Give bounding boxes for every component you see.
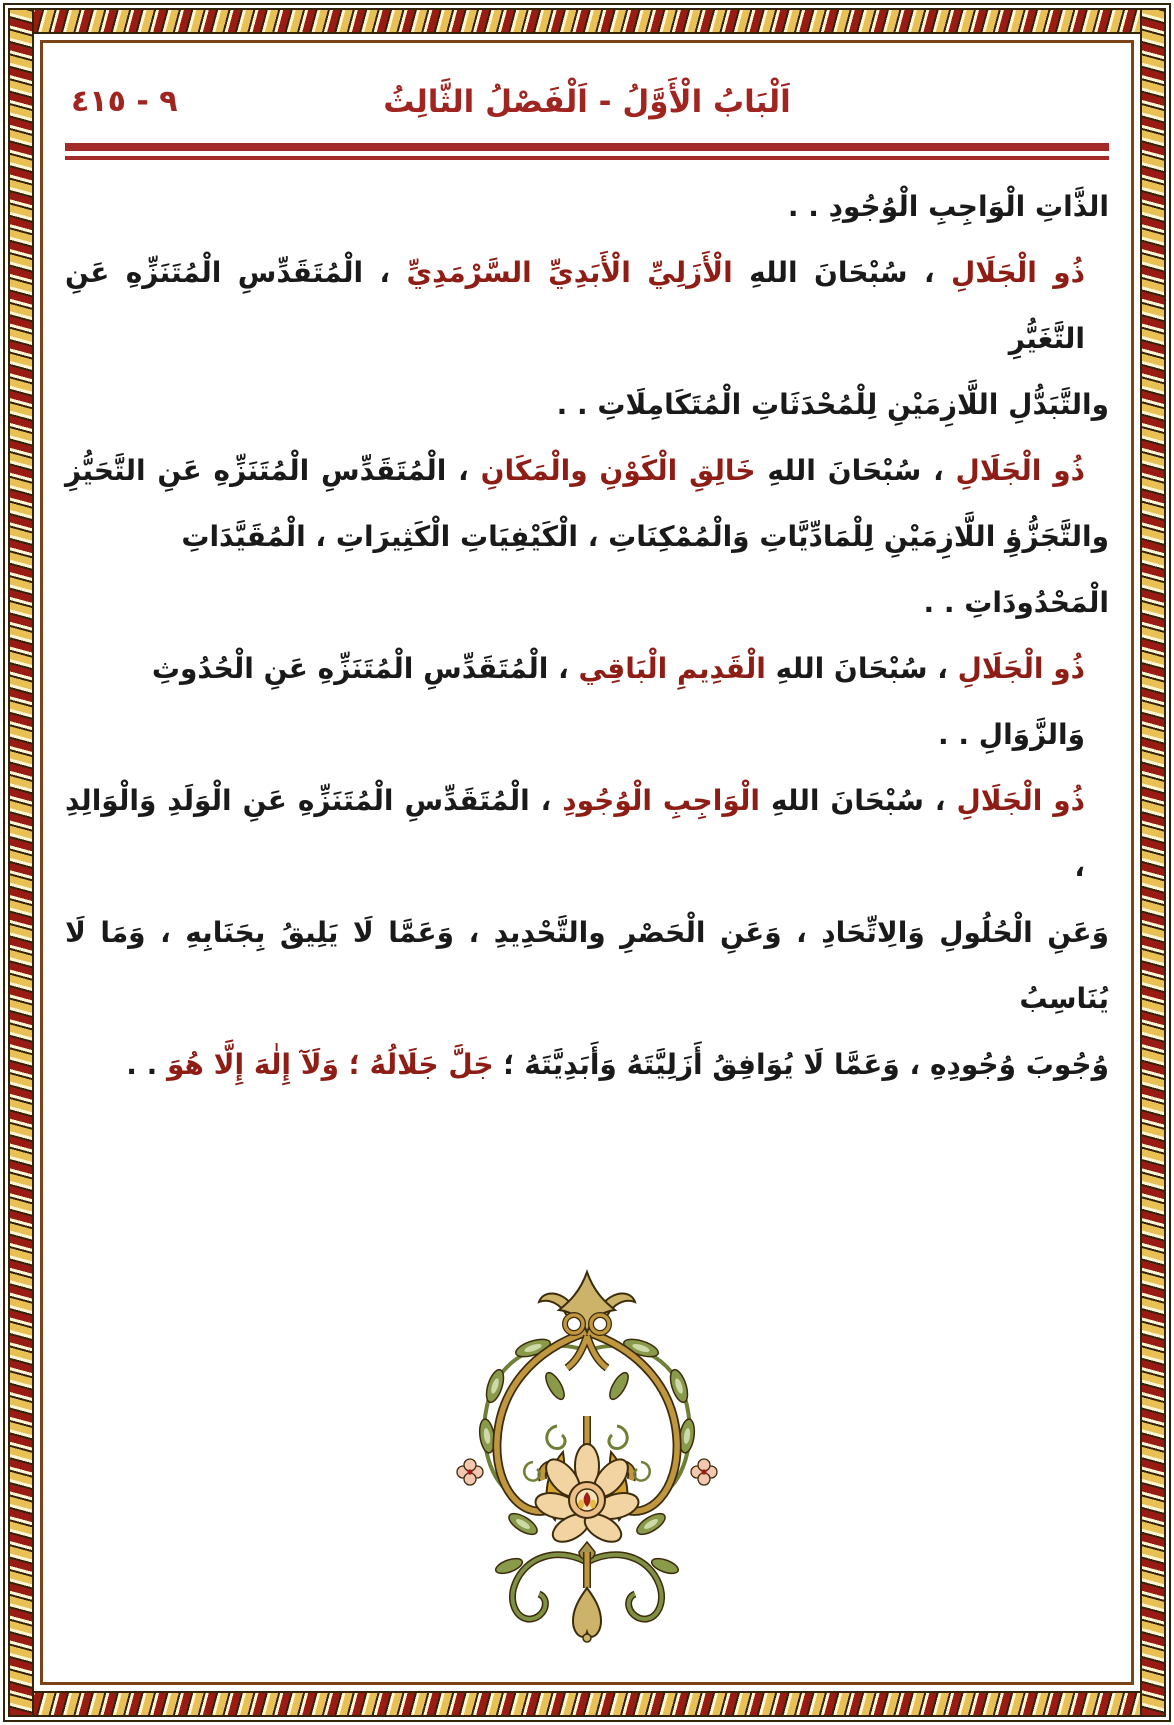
text-line: [65, 900, 1109, 1032]
highlighted-phrase: الْقَدِيمِ الْبَاقِي: [578, 652, 766, 685]
text-segment: ، سُبْحَانَ اللهِ: [755, 454, 956, 487]
body-paragraph: [65, 768, 1109, 1098]
text-segment: ، الْمُتَقَدِّسِ الْمُتَنَزِّهِ عَنِ الْحُدُوثِ وَالزَّوَالِ . .: [151, 652, 1085, 751]
highlighted-phrase: الْأَزَلِيِّ الْأَبَدِيِّ السَّرْمَدِيِّ: [406, 256, 733, 289]
body-paragraph: [65, 240, 1109, 438]
text-line: [65, 504, 1109, 636]
text-line: [65, 636, 1109, 768]
decorative-border-left: [8, 8, 34, 1717]
text-segment: الذَّاتِ الْوَاجِبِ الْوُجُودِ . .: [787, 190, 1109, 223]
highlighted-phrase: ذُو الْجَلَالِ: [950, 256, 1085, 289]
highlighted-phrase: ذُو الْجَلَالِ: [956, 784, 1086, 817]
text-line: [65, 768, 1109, 900]
text-line: [65, 240, 1109, 372]
page-number: ٩ - ٤١٥: [71, 84, 178, 119]
text-line: [65, 372, 1109, 438]
text-segment: ، سُبْحَانَ اللهِ: [765, 652, 958, 685]
text-segment: . .: [126, 1048, 167, 1081]
highlighted-phrase: خَالِقِ الْكَوْنِ والْمَكَانِ: [480, 454, 756, 487]
page-content: [43, 43, 1131, 1682]
text-line: [65, 438, 1109, 504]
decorative-border-bottom: [8, 1691, 1166, 1717]
text-line: [65, 1032, 1109, 1098]
highlighted-phrase: ذُو الْجَلَالِ: [957, 652, 1085, 685]
text-segment: والتَّبَدُّلِ اللَّازِمَيْنِ لِلْمُحْدَثَاتِ الْمُتَكَامِلَاتِ . .: [556, 388, 1109, 421]
body-paragraph: [65, 636, 1109, 768]
body-text: [65, 174, 1109, 1098]
decorative-border-top: [8, 8, 1166, 34]
body-paragraph: [65, 174, 1109, 240]
body-paragraph: [65, 438, 1109, 636]
highlighted-phrase: ذُو الْجَلَالِ: [955, 454, 1085, 487]
highlighted-phrase: الْوَاجِبِ الْوُجُودِ: [562, 784, 761, 817]
text-segment: ، سُبْحَانَ اللهِ: [732, 256, 951, 289]
header-divider-rule: [65, 143, 1109, 160]
text-segment: ، سُبْحَانَ اللهِ: [760, 784, 957, 817]
floral-arabesque-icon: [437, 1266, 737, 1646]
text-segment: ، الْمُتَقَدِّسِ الْمُتَنَزِّهِ عَنِ التَّغَيُّرِ: [65, 256, 1085, 355]
text-segment: وُجُوبَ وُجُودِهِ ، وَعَمَّا لَا يُوَافِقُ أَزَلِيَّتَهُ وَأَبَدِيَّتَهُ ؛: [493, 1048, 1109, 1081]
decorative-border-right: [1140, 8, 1166, 1717]
page-header: [65, 67, 1109, 141]
text-segment: وَعَنِ الْحُلُولِ وَالِاتِّحَادِ ، وَعَنِ الْحَصْرِ والتَّحْدِيدِ ، وَعَمَّا لَا يَلِيقُ بِجَنَابِهِ ، وَمَا لَا يُنَاسِبُ: [65, 916, 1109, 1015]
text-segment: والتَّجَزُّؤِ اللَّازِمَيْنِ لِلْمَادِّيَّاتِ وَالْمُمْكِنَاتِ ، الْكَيْفِيَاتِ الْكَثِيرَاتِ ، الْمُقَيَّدَاتِ الْمَحْدُودَاتِ . .: [181, 520, 1109, 619]
floral-ornament: [437, 1266, 737, 1650]
chapter-title: اَلْبَابُ الْأَوَّلُ - اَلْفَصْلُ الثَّالِثُ: [383, 84, 791, 120]
text-segment: ، الْمُتَقَدِّسِ الْمُتَنَزِّهِ عَنِ التَّحَيُّزِ: [65, 454, 481, 487]
text-segment: ، الْمُتَقَدِّسِ الْمُتَنَزِّهِ عَنِ الْوَلَدِ وَالْوَالِدِ ،: [65, 784, 1085, 883]
text-line: [65, 174, 1109, 240]
highlighted-phrase: جَلَّ جَلَالُهُ ؛ وَلَآ إِلٰهَ إِلَّا هُوَ: [166, 1048, 494, 1081]
